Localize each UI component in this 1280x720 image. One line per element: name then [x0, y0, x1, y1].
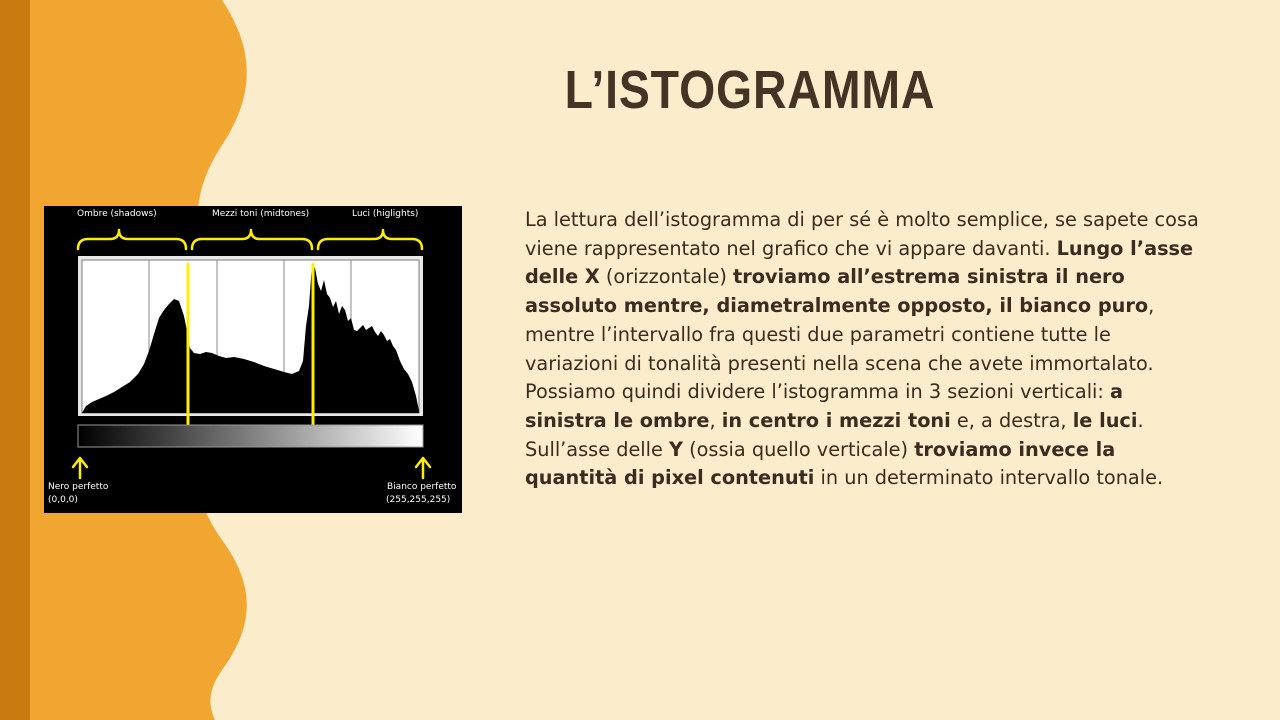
paragraph-run: (orizzontale): [599, 265, 734, 289]
paragraph-bold-run: Y: [669, 437, 683, 461]
slide-title: L’ISTOGRAMMA: [564, 60, 936, 120]
paragraph-bold-run: troviamo invece la quantità di pixel contenuti: [525, 437, 1116, 490]
paragraph-bold-run: in centro i mezzi toni: [721, 408, 951, 432]
paragraph-run: e, a destra,: [950, 408, 1073, 432]
black-point-value: (0,0,0): [48, 495, 78, 505]
histogram-figure: [44, 206, 462, 513]
highlights-label: Luci (higlights): [352, 209, 419, 219]
paragraph-run: (ossia quello verticale): [682, 437, 915, 461]
white-point-name: Bianco perfetto: [387, 482, 457, 492]
paragraph-run: , mentre l’intervallo fra questi due parametri contiene tutte le variazioni di tonalità presenti nella scena che avete immortalato. Possiamo quindi dividere l’istogramma in 3 sezioni verticali:: [525, 294, 1155, 404]
black-point-name: Nero perfetto: [48, 482, 109, 492]
section-braces: [78, 230, 422, 249]
paragraph-run: La lettura dell’istogramma di per sé è molto semplice, se sapete cosa viene rappresentato nel grafico che vi appare davanti.: [525, 208, 1199, 260]
paragraph-bold-run: Lungo l’asse delle X: [525, 236, 1194, 289]
histogram-graphic: [44, 206, 462, 513]
tonal-gradient-bar: [78, 425, 423, 447]
shadows-label: Ombre (shadows): [77, 209, 157, 219]
paragraph-run: . Sull’asse delle: [525, 408, 1144, 461]
paragraph-run: in un determinato intervallo tonale.: [814, 466, 1164, 490]
white-point-arrow-icon: [416, 458, 430, 478]
paragraph-bold-run: a sinistra le ombre: [525, 380, 1124, 432]
black-point-arrow-icon: [73, 458, 87, 478]
dark-orange-strip: [0, 0, 30, 720]
paragraph-bold-run: le luci: [1072, 408, 1138, 432]
white-point-value: (255,255,255): [386, 495, 451, 505]
body-paragraph: [525, 206, 1205, 493]
paragraph-bold-run: troviamo all’estrema sinistra il nero assoluto mentre, diametralmente opposto, il bianco puro: [525, 265, 1149, 318]
paragraph-run: ,: [709, 408, 722, 432]
midtones-label: Mezzi toni (midtones): [212, 209, 310, 219]
